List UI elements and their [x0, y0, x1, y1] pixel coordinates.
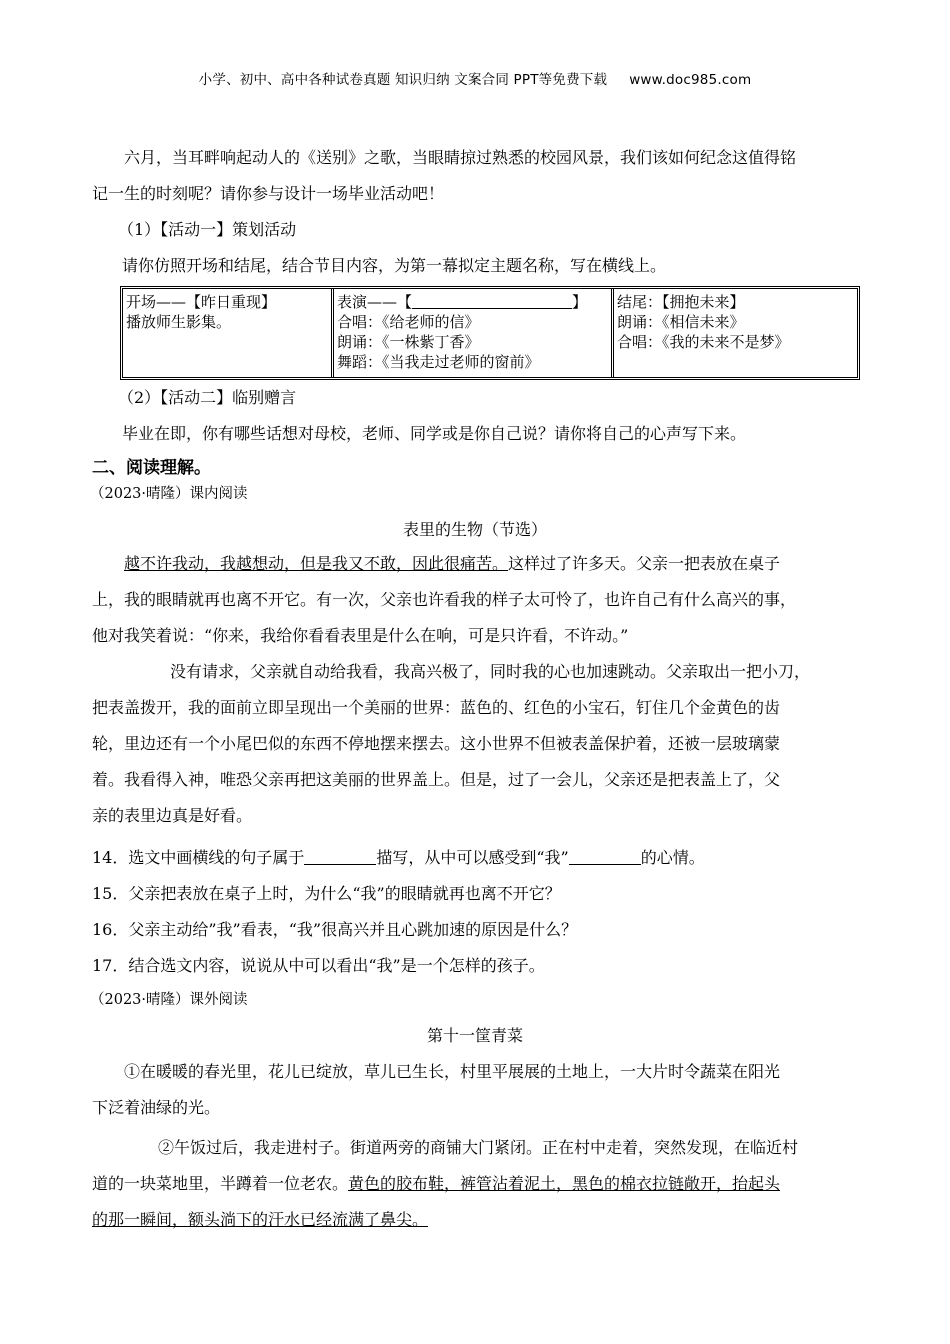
- q14-part-b: 描写，从中可以感受到“我”: [376, 848, 569, 867]
- q14-blank-1[interactable]: [304, 848, 376, 865]
- passage2-p2-line3: [92, 1210, 862, 1230]
- passage1-p2-line2: 把表盖拨开，我的面前立即呈现出一个美丽的世界：蓝色的、红色的小宝石，钉住几个金黄色的齿: [92, 698, 781, 717]
- passage1-p1-line3: 他对我笑着说：“你来，我给你看看表里是什么在响，可是只许看，不许动。”: [92, 626, 629, 645]
- passage1-p1-line2: 上，我的眼睛就再也离不开它。有一次，父亲也许看我的样子太可怜了，也许自己有什么高兴的事，: [92, 590, 797, 609]
- passage1-title: 表里的生物（节选）: [402, 520, 547, 539]
- table-cell-performance: [334, 289, 614, 377]
- ending-title: 结尾：【拥抱未来】: [617, 293, 745, 311]
- question-17: 17．结合选文内容，说说从中可以看出“我”是一个怎样的孩子。: [92, 956, 545, 975]
- performance-line-3: 舞蹈：《当我走过老师的窗前》: [337, 353, 540, 371]
- passage1-p2-line1: 没有请求，父亲就自动给我看，我高兴极了，同时我的心也加速跳动。父亲取出一把小刀，: [170, 662, 811, 681]
- passage2-title: 第十一筐青菜: [426, 1026, 523, 1045]
- section-2-heading: 二、阅读理解。: [92, 458, 211, 478]
- table-cell-ending: [614, 289, 857, 377]
- p2-line3-underlined: 的那一瞬间，额头淌下的汗水已经流满了鼻尖。: [92, 1210, 429, 1229]
- passage2-p1-line1: ①在暖暖的春光里，花儿已绽放，草儿已生长，村里平展展的土地上，一大片时令蔬菜在阳光: [124, 1062, 781, 1081]
- passage2-p2-line2: [92, 1174, 862, 1194]
- question-15: 15．父亲把表放在桌子上时，为什么“我”的眼睛就再也离不开它？: [92, 884, 561, 903]
- passage2-source: （2023·晴隆）课外阅读: [90, 992, 248, 1008]
- underlined-sentence: 越不许我动，我越想动，但是我又不敢，因此很痛苦。: [124, 554, 509, 573]
- q14-part-a: 14．选文中画横线的句子属于: [92, 848, 305, 867]
- ending-line-1: 朗诵：《相信未来》: [617, 313, 745, 331]
- activity1-instruction: 请你仿照开场和结尾，结合节目内容，为第一幕拟定主题名称，写在横线上。: [122, 256, 667, 275]
- p2-line2-underlined: 黄色的胶布鞋，裤管沾着泥土，黑色的棉衣拉链敞开，抬起头: [348, 1174, 781, 1193]
- passage1-p2-line3: 轮，里边还有一个小尾巴似的东西不停地摆来摆去。这小世界不但被表盖保护着，还被一层玻璃蒙: [92, 734, 781, 753]
- performance-title-suffix: 】: [572, 293, 588, 311]
- performance-line-1: 合唱：《给老师的信》: [337, 313, 480, 331]
- intro-line-2: 记一生的时刻呢？请你参与设计一场毕业活动吧！: [92, 184, 445, 203]
- header-site-link[interactable]: www.doc985.com: [629, 72, 752, 88]
- q14-part-c: 的心情。: [640, 848, 705, 867]
- page-header: [0, 68, 950, 88]
- header-tagline: 小学、初中、高中各种试卷真题 知识归纳 文案合同 PPT等免费下载: [198, 72, 608, 88]
- passage2-p2-line1: ②午饭过后，我走进村子。街道两旁的商铺大门紧闭。正在村中走着，突然发现，在临近村: [158, 1138, 799, 1157]
- p2-line2-plain: 道的一块菜地里，半蹲着一位老农。: [92, 1174, 349, 1193]
- performance-title: [337, 292, 608, 312]
- p1-rest: 这样过了许多天。父亲一把表放在桌子: [508, 554, 781, 573]
- opening-line-1: 播放师生影集。: [126, 313, 232, 331]
- passage2-p1-line2: 下泛着油绿的光。: [92, 1098, 221, 1117]
- intro-line-1: 六月，当耳畔响起动人的《送别》之歌，当眼睛掠过熟悉的校园风景，我们该如何纪念这值得铭: [124, 148, 797, 167]
- passage1-p2-line4: 着。我看得入神，唯恐父亲再把这美丽的世界盖上。但是，过了一会儿，父亲还是把表盖上了，父: [92, 770, 781, 789]
- question-16: 16．父亲主动给”我”看表，“我”很高兴并且心跳加速的原因是什么？: [92, 920, 578, 939]
- question-14: [92, 848, 862, 868]
- table-cell-opening: [123, 289, 334, 377]
- activity2-instruction: 毕业在即，你有哪些话想对母校，老师、同学或是你自己说？请你将自己的心声写下来。: [122, 424, 747, 443]
- passage1-p2-line5: 亲的表里边真是好看。: [92, 806, 253, 825]
- passage1-p1-line1: [124, 554, 894, 574]
- q14-blank-2[interactable]: [569, 848, 641, 865]
- activity2-title: （2）【活动二】临别赠言: [118, 388, 297, 407]
- ending-line-2: 合唱：《我的未来不是梦》: [617, 333, 790, 351]
- passage1-source: （2023·晴隆）课内阅读: [90, 486, 248, 502]
- activity-plan-table: [120, 286, 860, 380]
- theme-answer-blank[interactable]: [412, 293, 572, 309]
- performance-title-prefix: 表演——【: [337, 293, 413, 311]
- performance-line-2: 朗诵：《一株紫丁香》: [337, 333, 480, 351]
- opening-title: 开场——【昨日重现】: [126, 293, 277, 311]
- activity1-title: （1）【活动一】策划活动: [118, 220, 297, 239]
